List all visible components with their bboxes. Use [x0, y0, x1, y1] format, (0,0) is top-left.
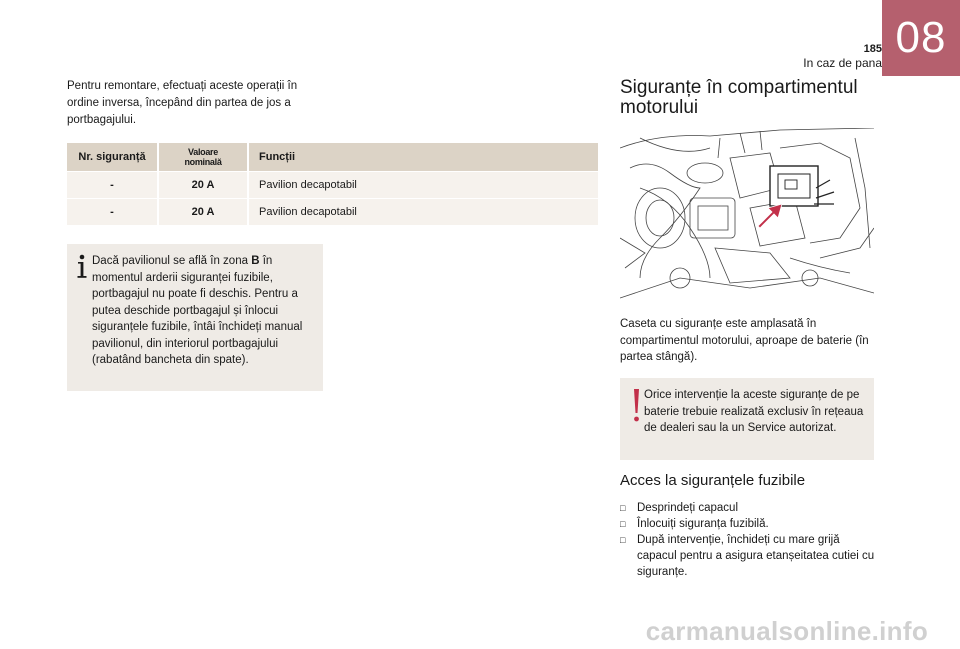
intro-paragraph: Pentru remontare, efectuați aceste operații în ordine inversa, începând din partea de jos a portbagajului.: [67, 80, 298, 126]
section-heading: Siguranțe în compartimentul motorului: [620, 77, 858, 118]
warning-note-box: [620, 378, 874, 460]
chapter-tab: 08: [882, 0, 960, 76]
info-note-text-part2: în momentul arderii siguranței fuzibile, portbagajul nu poate fi deschis. Pentru a putea deschide portbagajul și înlocui siguranțele fuzibile, întâi închideți manual pavilionul, din interiorul portbagajului (rabatând bancheta din spate).: [92, 255, 303, 366]
step-text: După intervenție, închideți cu mare grijă capacul pentru a asigura etanșeitatea cutiei cu siguranțe.: [637, 534, 875, 578]
column-header-functions: Funcții: [249, 143, 598, 171]
steps-list: [620, 500, 876, 580]
warning-note-text: Orice intervenție la aceste siguranțe de pe baterie trebuie realizată exclusiv în rețeaua de dealeri sau la un Service autorizat.: [644, 389, 864, 434]
table-cell-fuse-number: -: [67, 199, 159, 225]
info-note-text: [92, 253, 316, 369]
table-header-row: [67, 143, 598, 171]
step-text: Desprindeți capacul: [637, 502, 739, 514]
table-cell-function: Pavilion decapotabil: [249, 199, 598, 225]
column-header-rating: Valoare nominală: [159, 143, 249, 171]
square-bullet-icon: □: [620, 519, 626, 529]
fuse-table: [67, 142, 598, 226]
list-item: [620, 516, 876, 532]
table-cell-function: Pavilion decapotabil: [249, 172, 598, 198]
info-note-text-part1: Dacă pavilionul se află în zona: [92, 255, 252, 267]
zone-label: B: [251, 255, 260, 267]
page-number: 185: [863, 43, 882, 55]
table-cell-rating: 20 A: [159, 172, 249, 198]
square-bullet-icon: □: [620, 535, 626, 545]
column-header-fuse-number: Nr. siguranță: [67, 143, 159, 171]
list-item: [620, 500, 876, 516]
access-heading: Acces la siguranțele fuzibile: [620, 472, 806, 489]
location-paragraph: Caseta cu siguranțe este amplasată în compartimentul motorului, aproape de baterie (în partea stângă).: [620, 318, 869, 363]
table-cell-rating: 20 A: [159, 199, 249, 225]
info-note-box: [67, 244, 323, 391]
info-icon: [75, 254, 89, 280]
square-bullet-icon: □: [620, 503, 626, 513]
step-text: Înlocuiți siguranța fuzibilă.: [637, 518, 769, 530]
table-row: [67, 172, 598, 198]
engine-compartment-illustration: [620, 128, 874, 308]
table-row: [67, 199, 598, 225]
table-cell-fuse-number: -: [67, 172, 159, 198]
exclamation-icon: [630, 388, 642, 424]
list-item: [620, 532, 876, 580]
section-title: In caz de pana: [803, 56, 882, 70]
watermark: carmanualsonline.info: [645, 616, 928, 646]
